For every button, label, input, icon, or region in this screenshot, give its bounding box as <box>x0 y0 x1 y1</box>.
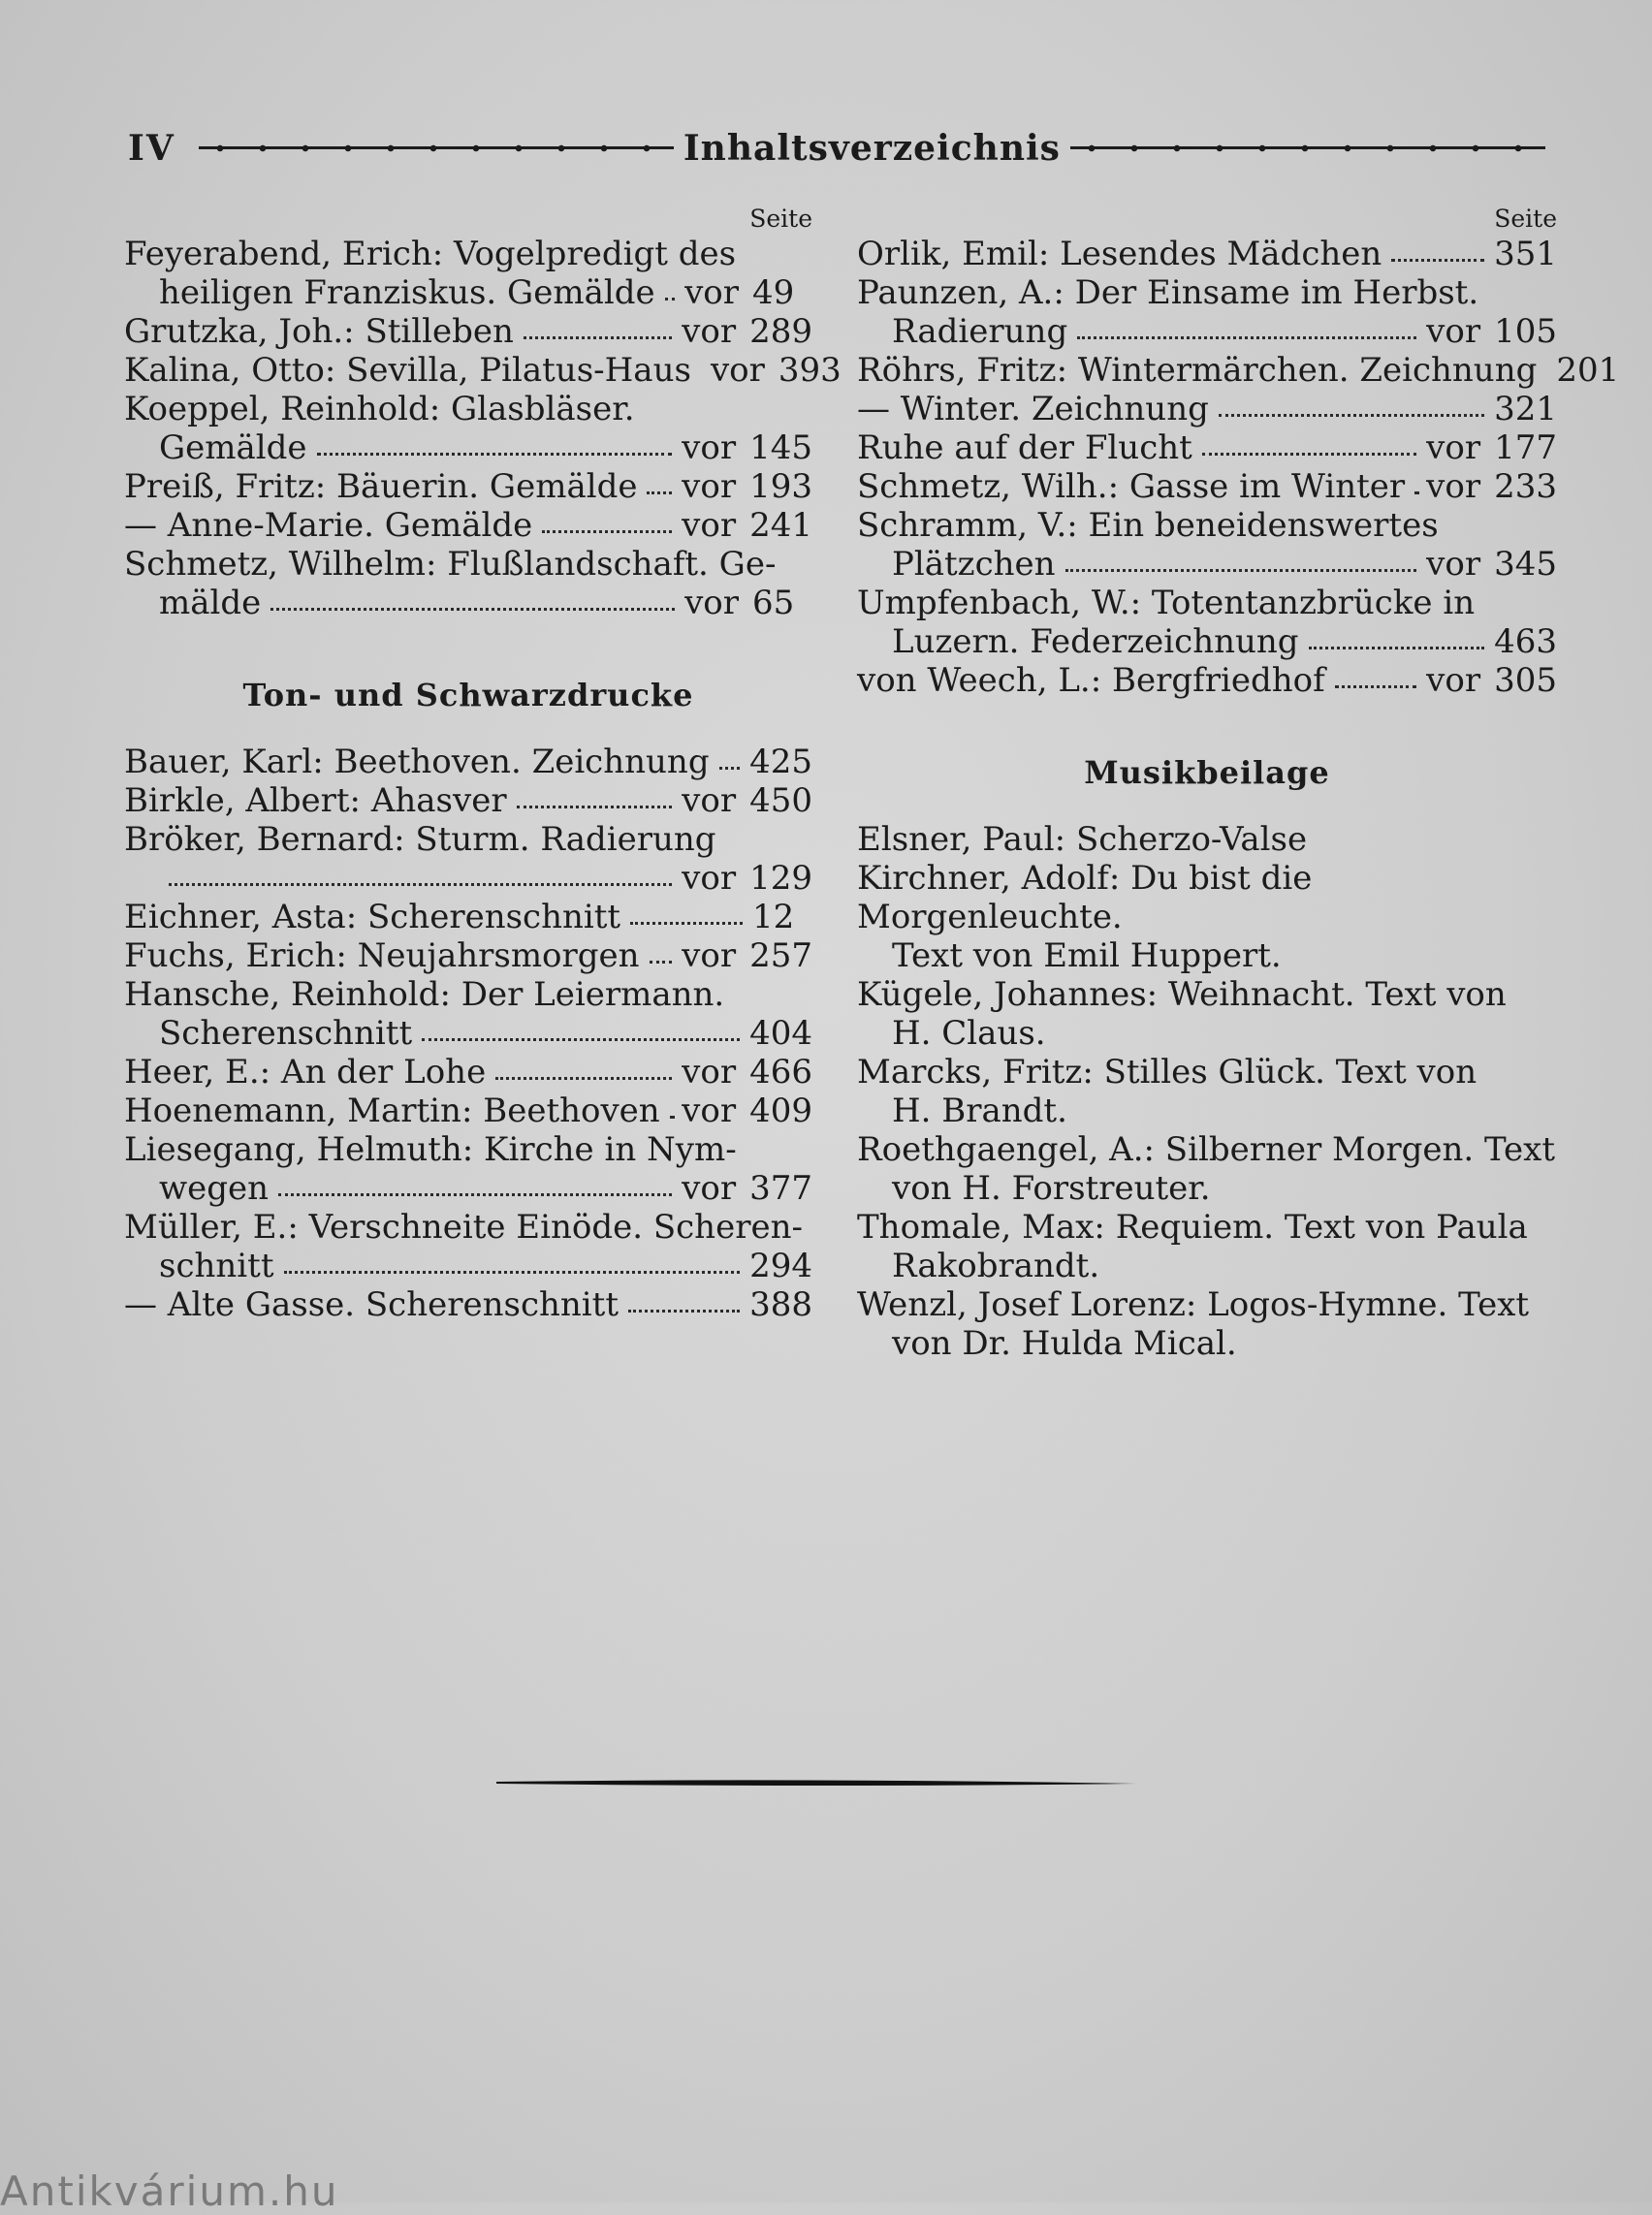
entry-text: Kalina, Otto: Sevilla, Pilatus-Haus <box>124 351 691 390</box>
page-ref: 294 <box>749 1247 812 1285</box>
entry-text: Ruhe auf der Flucht <box>857 428 1192 467</box>
index-entry <box>124 820 812 898</box>
entry-text: mälde <box>159 584 262 622</box>
page-ref: 145 <box>749 428 812 467</box>
vor-label: vor <box>682 1053 737 1092</box>
leader-dots <box>1219 390 1484 417</box>
leader-dots <box>1202 428 1416 456</box>
leader-dots <box>422 1014 740 1041</box>
page-ref: 193 <box>749 467 812 506</box>
page-header <box>128 124 1555 173</box>
index-entry <box>124 312 812 351</box>
page-ref: 351 <box>1494 235 1557 273</box>
music-entry-line2: von Dr. Hulda Mical. <box>892 1324 1237 1363</box>
entry-text: Grutzka, Joh.: Stilleben <box>124 312 514 351</box>
entry-text: Schmetz, Wilhelm: Flußlandschaft. Ge- <box>124 545 777 584</box>
vor-label: vor <box>682 428 737 467</box>
page-ref: 404 <box>749 1014 812 1053</box>
leader-dots <box>284 1247 741 1274</box>
leader-dots <box>1335 661 1416 688</box>
music-entry <box>857 1053 1557 1130</box>
music-entry-line2: von H. Forstreuter. <box>892 1169 1211 1208</box>
index-entry <box>124 351 842 390</box>
music-entry-line1: Marcks, Fritz: Stilles Glück. Text von <box>857 1053 1477 1092</box>
entry-text: Koeppel, Reinhold: Glasbläser. <box>124 390 635 428</box>
music-entries <box>857 820 1557 1363</box>
entry-text: Umpfenbach, W.: Totentanzbrücke in <box>857 584 1476 622</box>
entry-text: Paunzen, A.: Der Einsame im Herbst. <box>857 273 1479 312</box>
entry-text: Heer, E.: An der Lohe <box>124 1053 487 1092</box>
index-entry <box>124 975 812 1053</box>
page-ref: 105 <box>1494 312 1557 351</box>
vor-label: vor <box>1426 661 1481 700</box>
page-ref: 49 <box>752 273 795 312</box>
entry-text: Liesegang, Helmuth: Kirche in Nym- <box>124 1130 737 1169</box>
index-entry <box>857 235 1557 273</box>
music-entry <box>857 1208 1557 1285</box>
vor-label: vor <box>1426 545 1481 584</box>
watermark: Antikvárium.hu <box>0 2168 339 2215</box>
music-entry <box>857 1130 1557 1208</box>
page-ref: 463 <box>1494 622 1557 661</box>
seite-label-right: Seite <box>1494 205 1557 233</box>
index-entry <box>124 390 812 467</box>
leader-dots <box>1309 622 1485 649</box>
vor-label: vor <box>682 312 737 351</box>
entry-text: Radierung <box>892 312 1068 351</box>
left-column <box>124 204 842 1324</box>
entry-text: Orlik, Emil: Lesendes Mädchen <box>857 235 1382 273</box>
music-entry-line1: Elsner, Paul: Scherzo-Valse <box>857 820 1308 859</box>
page-ref: 388 <box>749 1285 812 1324</box>
music-entry-line2: H. Claus. <box>892 1014 1046 1053</box>
leader-dots <box>647 467 672 494</box>
leader-dots <box>1391 235 1484 262</box>
music-entry <box>857 820 1557 859</box>
seite-label-left: Seite <box>749 205 812 233</box>
entry-text: heiligen Franziskus. Gemälde <box>159 273 655 312</box>
right-column <box>857 204 1620 1363</box>
section-title-musikbeilage: Musikbeilage <box>1084 754 1330 791</box>
page-ref: 241 <box>749 506 812 545</box>
page-ref: 289 <box>749 312 812 351</box>
entry-text: von Weech, L.: Bergfriedhof <box>857 661 1325 700</box>
index-entry <box>857 351 1620 390</box>
index-entry <box>124 1208 812 1285</box>
entry-text: Eichner, Asta: Scherenschnitt <box>124 898 621 936</box>
vor-label: vor <box>684 273 739 312</box>
index-entry <box>124 1285 812 1324</box>
entry-text: — Anne-Marie. Gemälde <box>124 506 533 545</box>
leader-dots <box>542 506 672 533</box>
leader-dots <box>670 1092 672 1119</box>
index-entry <box>124 781 812 820</box>
index-entry <box>124 235 812 312</box>
left-entries-prints <box>124 743 812 1324</box>
music-entry-line1: Thomale, Max: Requiem. Text von Paula <box>857 1208 1528 1247</box>
index-entry <box>857 584 1557 661</box>
leader-dots <box>719 743 741 770</box>
music-entry-line2: H. Brandt. <box>892 1092 1067 1130</box>
music-entry-line1: Wenzl, Josef Lorenz: Logos-Hymne. Text <box>857 1285 1530 1324</box>
page-ref: 466 <box>749 1053 812 1092</box>
music-entry <box>857 859 1557 975</box>
page-ref: 177 <box>1494 428 1557 467</box>
vor-label: vor <box>682 1092 737 1130</box>
entry-text: Hoenemann, Martin: Beethoven <box>124 1092 660 1130</box>
entry-text: Plätzchen <box>892 545 1056 584</box>
entry-text: Müller, E.: Verschneite Einöde. Scheren- <box>124 1208 803 1247</box>
page-ref: 393 <box>778 351 842 390</box>
vor-label: vor <box>682 859 737 898</box>
index-entry <box>857 467 1557 506</box>
leader-dots <box>278 1169 672 1196</box>
section-title-ton-schwarzdrucke: Ton- und Schwarzdrucke <box>242 677 694 713</box>
leader-dots <box>317 428 673 456</box>
leader-dots <box>665 273 675 301</box>
vor-label: vor <box>682 936 737 975</box>
header-ornament-left <box>199 143 674 153</box>
music-entry <box>857 1285 1557 1363</box>
vor-label: vor <box>682 467 737 506</box>
vor-label: vor <box>710 351 765 390</box>
music-entry-line2: Text von Emil Huppert. <box>892 936 1282 975</box>
page-ref: 321 <box>1494 390 1557 428</box>
vor-label: vor <box>1426 312 1481 351</box>
music-entry <box>857 975 1557 1053</box>
page-ref: 377 <box>749 1169 812 1208</box>
vor-label: vor <box>682 781 737 820</box>
page-ref: 450 <box>749 781 812 820</box>
page-ref: 425 <box>749 743 812 781</box>
index-entry <box>124 467 812 506</box>
music-entry-line1: Kügele, Johannes: Weihnacht. Text von <box>857 975 1507 1014</box>
closing-rule <box>496 1778 1136 1788</box>
page-ref: 345 <box>1494 545 1557 584</box>
entry-text: — Winter. Zeichnung <box>857 390 1209 428</box>
vor-label: vor <box>1426 467 1481 506</box>
index-entry <box>857 390 1557 428</box>
leader-dots <box>270 584 675 611</box>
index-entry <box>124 898 812 936</box>
page-ref: 65 <box>752 584 795 622</box>
page-ref: 129 <box>749 859 812 898</box>
index-entry <box>124 936 812 975</box>
entry-text: Röhrs, Fritz: Wintermärchen. Zeichnung <box>857 351 1538 390</box>
index-entry <box>124 743 812 781</box>
leader-dots <box>630 898 743 925</box>
index-entry <box>857 506 1557 584</box>
vor-label: vor <box>684 584 739 622</box>
index-entry <box>857 428 1557 467</box>
page-ref: 12 <box>752 898 795 936</box>
index-entry <box>124 1130 812 1208</box>
header-title: Inhaltsverzeichnis <box>683 128 1061 169</box>
page-ref: 233 <box>1494 467 1557 506</box>
entry-text: Schmetz, Wilh.: Gasse im Winter <box>857 467 1406 506</box>
leader-dots <box>495 1053 672 1080</box>
leader-dots <box>1077 312 1416 339</box>
leader-dots <box>169 859 672 886</box>
entry-text: schnitt <box>159 1247 274 1285</box>
entry-text: Preiß, Fritz: Bäuerin. Gemälde <box>124 467 638 506</box>
entry-text: Hansche, Reinhold: Der Leiermann. <box>124 975 725 1014</box>
vor-label: vor <box>682 506 737 545</box>
page-ref: 409 <box>749 1092 812 1130</box>
index-entry <box>124 506 812 545</box>
entry-text: Gemälde <box>159 428 307 467</box>
page-ref: 257 <box>749 936 812 975</box>
index-entry <box>857 273 1557 351</box>
page-ref: 305 <box>1494 661 1557 700</box>
entry-text: Luzern. Federzeichnung <box>892 622 1299 661</box>
leader-dots <box>650 936 673 964</box>
entry-text: — Alte Gasse. Scherenschnitt <box>124 1285 619 1324</box>
left-entries-paintings <box>124 235 842 622</box>
index-entry <box>124 1053 812 1092</box>
page-ref: 201 <box>1556 351 1620 390</box>
entry-text: Bauer, Karl: Beethoven. Zeichnung <box>124 743 710 781</box>
music-entry-line2: Rakobrandt. <box>892 1247 1100 1285</box>
leader-dots <box>628 1285 740 1313</box>
entry-text: Bröker, Bernard: Sturm. Radierung <box>124 820 716 859</box>
leader-dots <box>1414 467 1416 494</box>
entry-text: Feyerabend, Erich: Vogelpredigt des <box>124 235 737 273</box>
music-entry-line1: Kirchner, Adolf: Du bist die Morgenleuchte. <box>857 859 1313 936</box>
right-entries-paintings <box>857 235 1620 700</box>
index-entry <box>857 661 1557 700</box>
header-ornament-right <box>1070 143 1545 153</box>
entry-text: Schramm, V.: Ein beneidenswertes <box>857 506 1439 545</box>
entry-text: Fuchs, Erich: Neujahrsmorgen <box>124 936 640 975</box>
entry-text: Scherenschnitt <box>159 1014 413 1053</box>
entry-text: wegen <box>159 1169 270 1208</box>
leader-dots <box>1065 545 1417 572</box>
vor-label: vor <box>1426 428 1481 467</box>
index-entry <box>124 1092 812 1130</box>
leader-dots <box>517 781 673 808</box>
entry-text: Birkle, Albert: Ahasver <box>124 781 507 820</box>
music-entry-line1: Roethgaengel, A.: Silberner Morgen. Text <box>857 1130 1555 1169</box>
vor-label: vor <box>682 1169 737 1208</box>
index-entry <box>124 545 812 622</box>
leader-dots <box>524 312 672 339</box>
page-number: IV <box>128 128 175 169</box>
